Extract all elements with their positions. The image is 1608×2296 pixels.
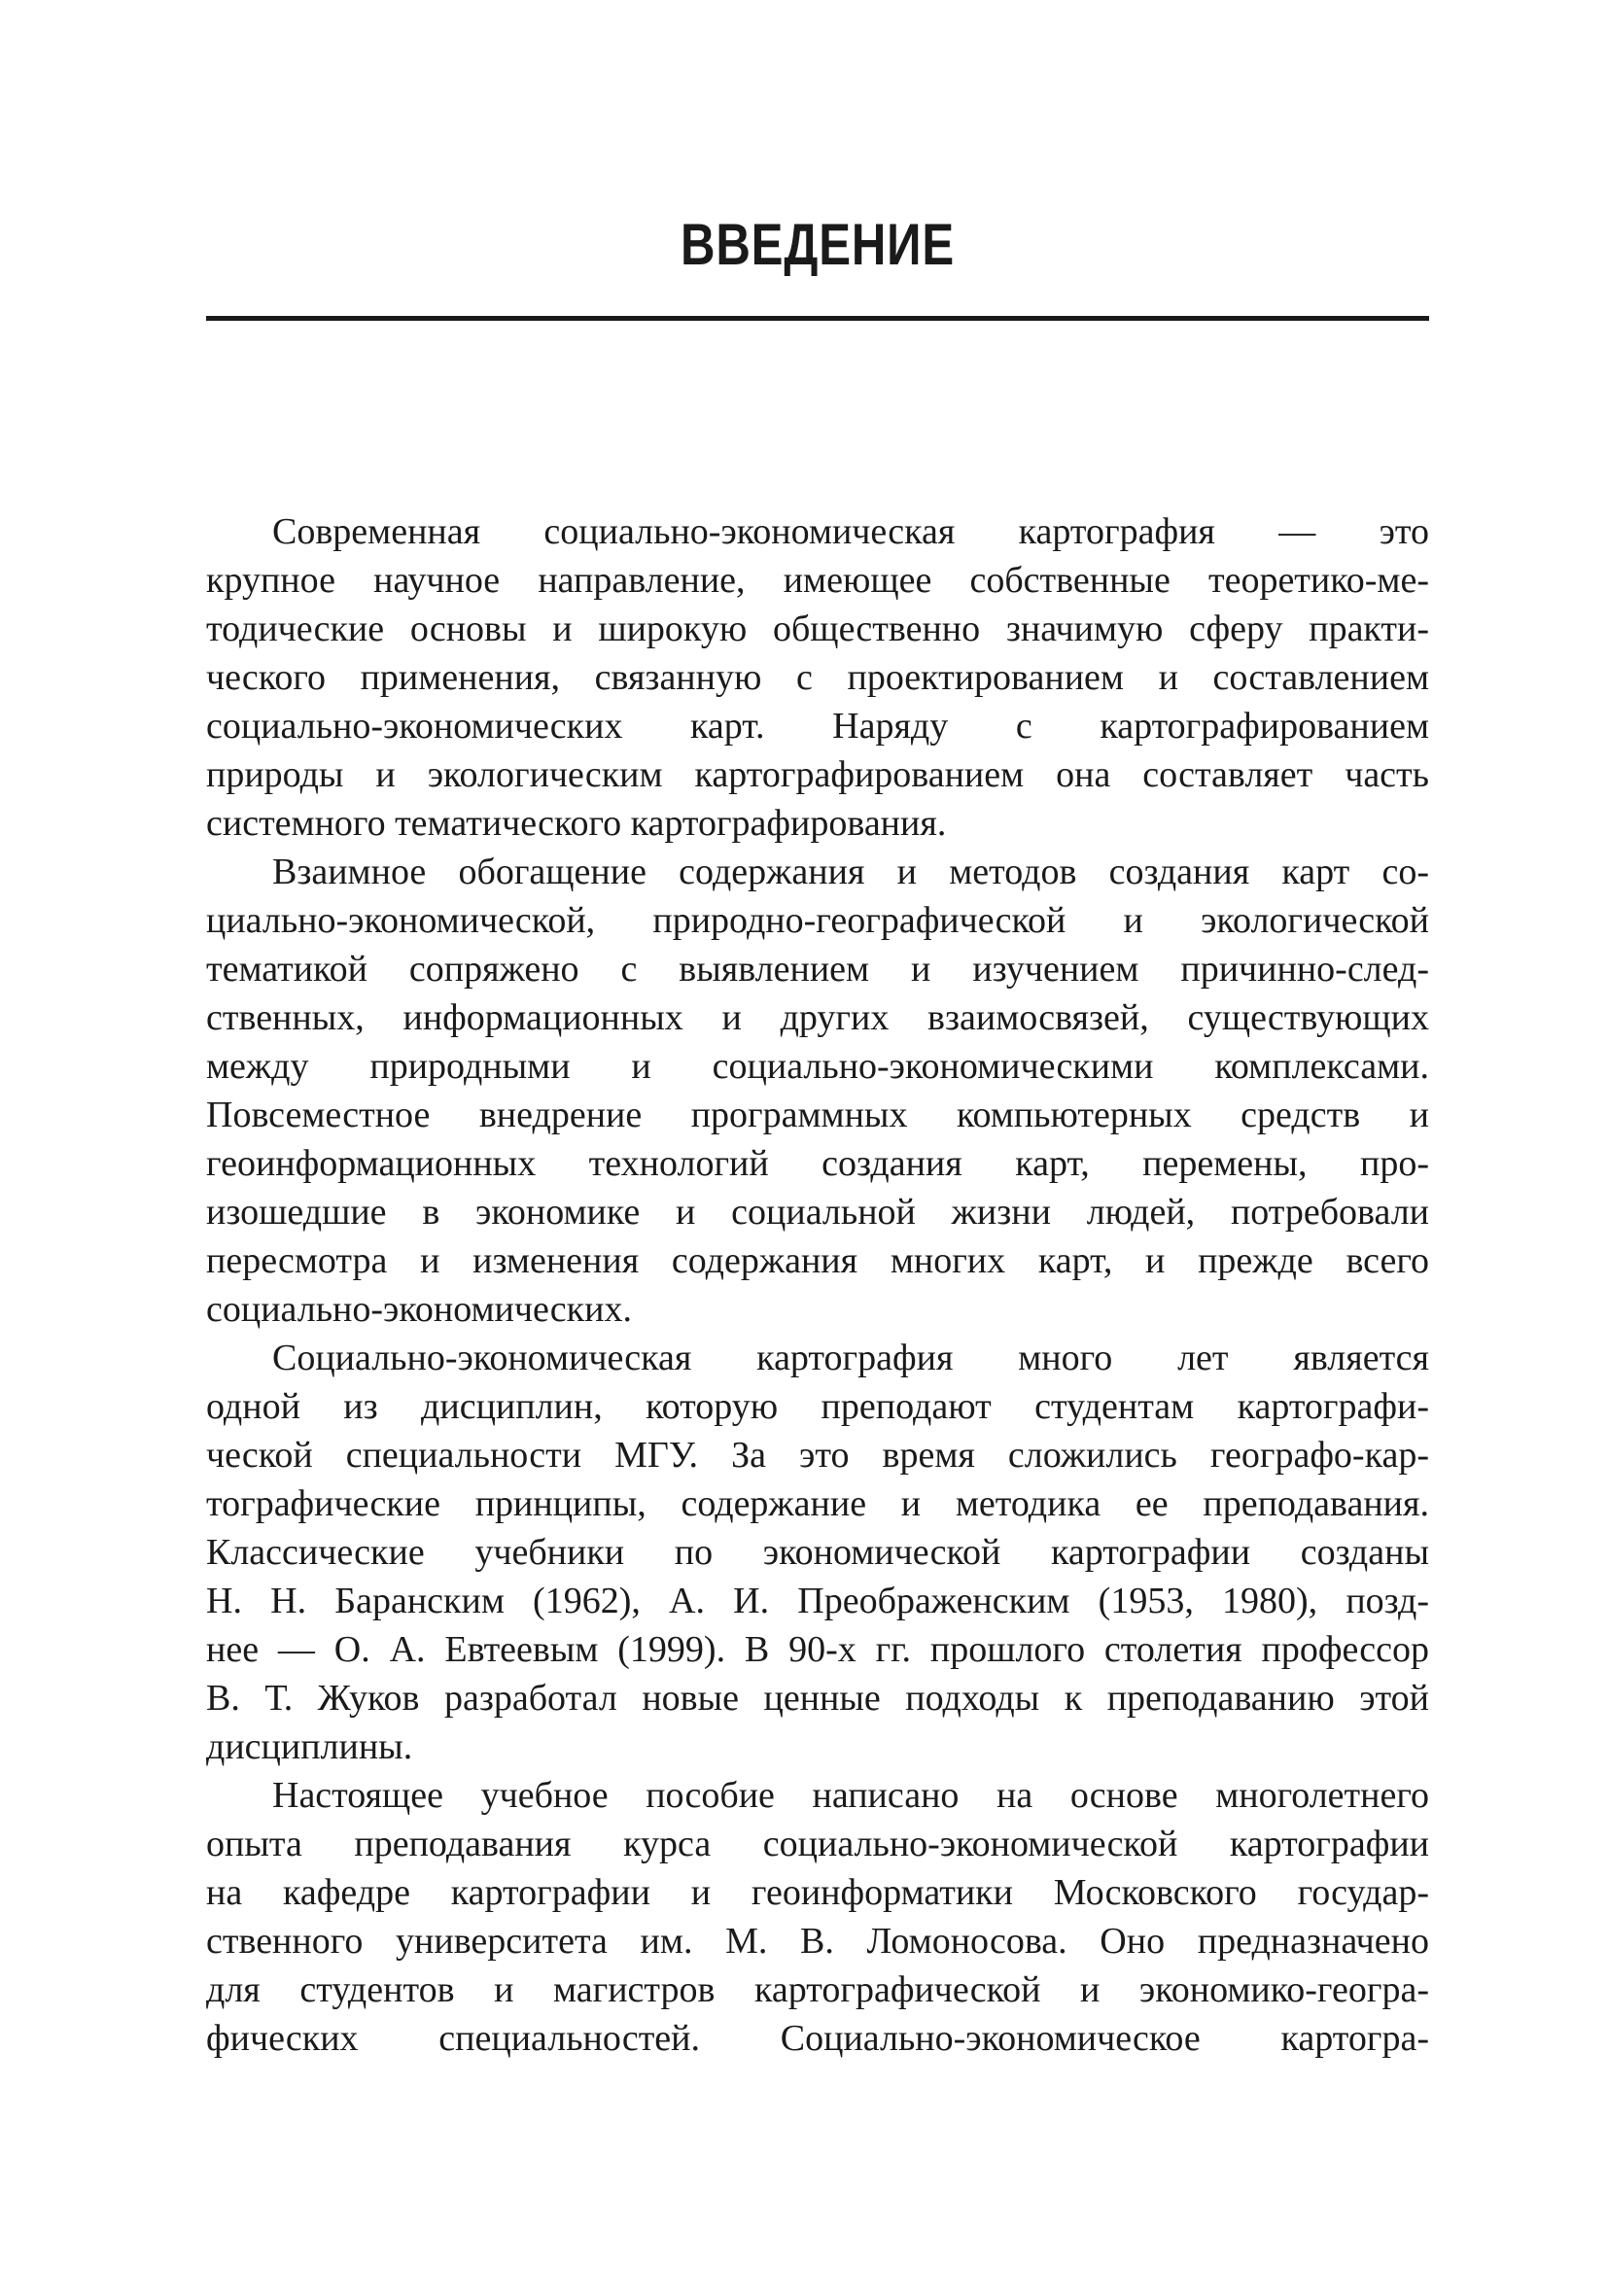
text-line: между природными и социально-экономическими комплексами.: [206, 1046, 1429, 1087]
text-line: пересмотра и изменения содержания многих карт, и прежде всего: [206, 1240, 1429, 1281]
text-line: фических специальностей. Социально-экономическое картогра-: [206, 2018, 1429, 2059]
text-line: тодические основы и широкую общественно значимую сферу практи-: [206, 609, 1429, 649]
text-line: изошедшие в экономике и социальной жизни людей, потребовали: [206, 1192, 1429, 1233]
body-text: [206, 507, 1429, 2063]
text-line: ственных, информационных и других взаимосвязей, существующих: [206, 997, 1429, 1038]
text-line: Настоящее учебное пособие написано на основе многолетнего: [272, 1775, 1429, 1816]
text-line: ственного университета им. М. В. Ломоносова. Оно предназначено: [206, 1921, 1429, 1962]
text-line: Н. Н. Баранским (1962), А. И. Преображенским (1953, 1980), позд-: [206, 1581, 1429, 1621]
text-line: Повсеместное внедрение программных компьютерных средств и: [206, 1095, 1429, 1135]
text-line: ческого применения, связанную с проектированием и составлением: [206, 657, 1429, 698]
text-line: геоинформационных технологий создания карт, перемены, про-: [206, 1143, 1429, 1184]
page-heading: ВВЕДЕНИЕ: [680, 212, 956, 277]
text-line: Социально-экономическая картография много лет является: [272, 1338, 1429, 1378]
text-line: социально-экономических карт. Наряду с картографированием: [206, 706, 1429, 747]
text-line: дисциплины.: [206, 1726, 413, 1767]
text-line: ческой специальности МГУ. За это время сложились географо-кар-: [206, 1435, 1429, 1476]
text-line: природы и экологическим картографированием она составляет часть: [206, 754, 1429, 795]
text-line: тографические принципы, содержание и методика ее преподавания.: [206, 1483, 1429, 1524]
text-line: опыта преподавания курса социально-экономической картографии: [206, 1824, 1429, 1864]
text-line: для студентов и магистров картографической и экономико-геогра-: [206, 1969, 1429, 2010]
heading-rule: [206, 316, 1429, 321]
text-line: Взаимное обогащение содержания и методов создания карт со-: [272, 852, 1429, 892]
text-line: крупное научное направление, имеющее собственные теоретико-ме-: [206, 560, 1429, 601]
text-line: социально-экономических.: [206, 1289, 632, 1330]
text-line: В. Т. Жуков разработал новые ценные подходы к преподаванию этой: [206, 1678, 1429, 1719]
text-line: нее — О. А. Евтеевым (1999). В 90-х гг. прошлого столетия профессор: [206, 1629, 1429, 1670]
text-line: Современная социально-экономическая картография — это: [272, 511, 1429, 552]
text-line: одной из дисциплин, которую преподают студентам картографи-: [206, 1386, 1429, 1427]
text-line: системного тематического картографирования.: [206, 803, 947, 844]
text-line: циально-экономической, природно-географической и экологической: [206, 900, 1429, 941]
text-line: на кафедре картографии и геоинформатики Московского государ-: [206, 1872, 1429, 1913]
text-line: тематикой сопряжено с выявлением и изучением причинно-след-: [206, 949, 1429, 990]
text-line: Классические учебники по экономической картографии созданы: [206, 1532, 1429, 1573]
